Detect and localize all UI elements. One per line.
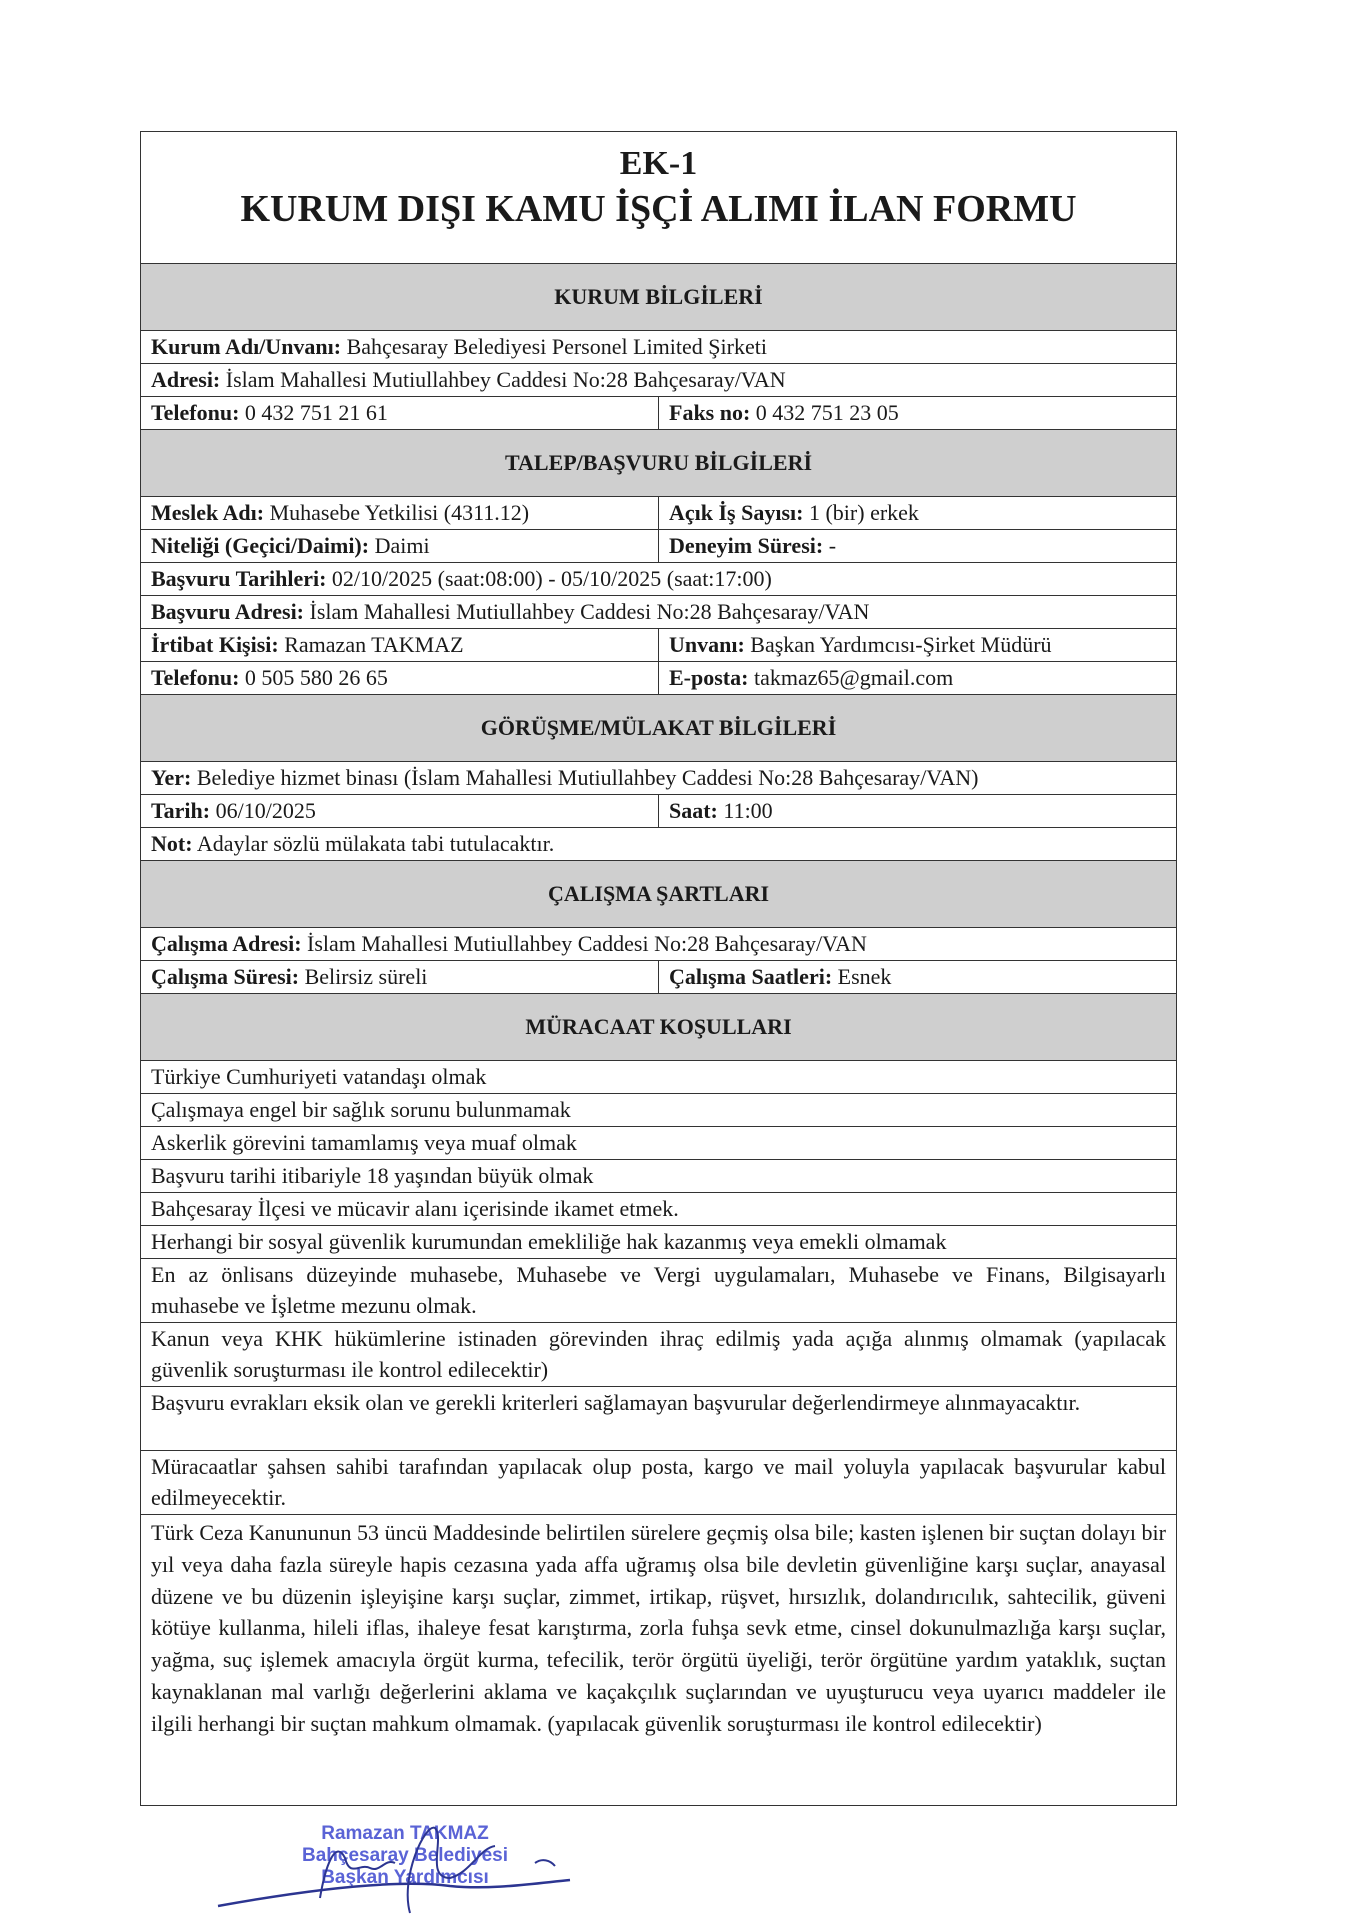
row-yer — [141, 762, 1176, 795]
row-not — [141, 828, 1176, 861]
row-kurum-tel — [141, 397, 1176, 430]
label: Telefonu: — [151, 400, 240, 425]
label: Telefonu: — [151, 665, 240, 690]
label: Açık İş Sayısı: — [669, 500, 804, 525]
row-tarih-saat — [141, 795, 1176, 828]
label: Çalışma Saatleri: — [669, 964, 833, 989]
condition-item: Bahçesaray İlçesi ve mücavir alanı içerisinde ikamet etmek. — [141, 1193, 1176, 1226]
stamp-line: Ramazan TAKMAZ — [321, 1823, 489, 1844]
condition-item: Herhangi bir sosyal güvenlik kurumundan emekliliğe hak kazanmış veya emekli olmamak — [141, 1226, 1176, 1259]
value: İslam Mahallesi Mutiullahbey Caddesi No:28 Bahçesaray/VAN — [309, 599, 870, 624]
row-iletisim — [141, 662, 1176, 695]
handwritten-signature-icon — [210, 1818, 590, 1918]
value: 02/10/2025 (saat:08:00) - 05/10/2025 (saat:17:00) — [331, 566, 772, 591]
value: Ramazan TAKMAZ — [284, 632, 464, 657]
label: Deneyim Süresi: — [669, 533, 824, 558]
label: Çalışma Süresi: — [151, 964, 300, 989]
condition-item: Askerlik görevini tamamlamış veya muaf olmak — [141, 1127, 1176, 1160]
value: Belediye hizmet binası (İslam Mahallesi Mutiullahbey Caddesi No:28 Bahçesaray/VAN) — [196, 765, 979, 790]
value: Adaylar sözlü mülakata tabi tutulacaktır. — [196, 831, 555, 856]
annex-label: EK-1 — [619, 145, 698, 182]
condition-item: Çalışmaya engel bir sağlık sorunu bulunmamak — [141, 1094, 1176, 1127]
condition-item: Başvuru evrakları eksik olan ve gerekli kriterleri sağlamayan başvurular değerlendirmeye alınmayacaktır. — [141, 1387, 1176, 1451]
section-kurum: KURUM BİLGİLERİ — [141, 264, 1176, 331]
section-calisma: ÇALIŞMA ŞARTLARI — [141, 861, 1176, 928]
label: Meslek Adı: — [151, 500, 265, 525]
label: Kurum Adı/Unvanı: — [151, 334, 342, 359]
form-heading: KURUM DIŞI KAMU İŞÇİ ALIMI İLAN FORMU — [240, 188, 1077, 230]
value: İslam Mahallesi Mutiullahbey Caddesi No:28 Bahçesaray/VAN — [307, 931, 867, 956]
label: Tarih: — [151, 798, 211, 823]
label: Faks no: — [669, 400, 751, 425]
section-gorusme: GÖRÜŞME/MÜLAKAT BİLGİLERİ — [141, 695, 1176, 762]
label: Unvanı: — [669, 632, 745, 657]
value: İslam Mahallesi Mutiullahbey Caddesi No:28 Bahçesaray/VAN — [225, 367, 786, 392]
condition-item: Başvuru tarihi itibariyle 18 yaşından büyük olmak — [141, 1160, 1176, 1193]
label: E-posta: — [669, 665, 749, 690]
row-calisma-sure — [141, 961, 1176, 994]
value: 0 505 580 26 65 — [244, 665, 388, 690]
label: Başvuru Adresi: — [151, 599, 305, 624]
stamp-line: Başkan Yardımcısı — [321, 1867, 489, 1888]
value: 0 432 751 21 61 — [244, 400, 388, 425]
stamp-line: Bahçesaray Belediyesi — [302, 1845, 508, 1866]
row-basvuru-adres — [141, 596, 1176, 629]
condition-item: Türk Ceza Kanununun 53 üncü Maddesinde belirtilen sürelere geçmiş olsa bile; kasten işlenen bir suçtan dolayı bir yıl veya daha fazla süreyle hapis cezasına yada affa uğramış olsa bile devletin güvenliğine karşı suçlar, anayasal düzene ve bu düzenin işleyişine karşı suçlar, zimmet, irtikap, rüşvet, hırsızlık, dolandırıcılık, sahtecilik, güveni kötüye kullanma, hileli iflas, ihaleye fesat karıştırma, zorla fuhşa sevk etme, cinsel dokunulmazlığa karşı suçlar, yağma, suç işlemek amacıyla örgüt kurma, tefecilik, terör örgütü üyeliği, terör örgütüne yardım yataklık, suçtan kaynaklanan mal varlığı değerlerini aklama ve kaçakçılık suçlarından ve uyuşturucu veya uyarıcı maddeler ile ilgili herhangi bir suçtan mahkum olmamak. (yapılacak güvenlik soruşturması ile kontrol edilecektir) — [151, 1520, 1166, 1736]
label: Başvuru Tarihleri: — [151, 566, 327, 591]
label: Not: — [151, 831, 193, 856]
row-basvuru-tarih — [141, 563, 1176, 596]
application-form — [140, 131, 1177, 1806]
row-meslek — [141, 497, 1176, 530]
label: Saat: — [669, 798, 718, 823]
label: Çalışma Adresi: — [151, 931, 302, 956]
value: Belirsiz süreli — [304, 964, 428, 989]
condition-item: Türkiye Cumhuriyeti vatandaşı olmak — [141, 1061, 1176, 1094]
value: 0 432 751 23 05 — [755, 400, 899, 425]
signature-stamp — [210, 1818, 590, 1918]
value: - — [828, 533, 837, 558]
row-irtibat — [141, 629, 1176, 662]
email-value: takmaz65@gmail.com — [753, 665, 954, 690]
value: 1 (bir) erkek — [808, 500, 919, 525]
label: İrtibat Kişisi: — [151, 632, 279, 657]
condition-item: Müracaatlar şahsen sahibi tarafından yapılacak olup posta, kargo ve mail yoluyla yapılacak başvurular kabul edilmeyecektir. — [141, 1451, 1176, 1515]
condition-item: En az önlisans düzeyinde muhasebe, Muhasebe ve Vergi uygulamaları, Muhasebe ve Finans, Bilgisayarlı muhasebe ve İşletme mezunu olmak. — [141, 1259, 1176, 1323]
section-talep: TALEP/BAŞVURU BİLGİLERİ — [141, 430, 1176, 497]
value: 06/10/2025 — [215, 798, 316, 823]
value: Muhasebe Yetkilisi (4311.12) — [269, 500, 530, 525]
row-calisma-adres — [141, 928, 1176, 961]
value: 11:00 — [723, 798, 773, 823]
row-kurum-ad — [141, 331, 1176, 364]
condition-item: Kanun veya KHK hükümlerine istinaden görevinden ihraç edilmiş yada açığa alınmış olmamak (yapılacak güvenlik soruşturması ile kontrol edilecektir) — [141, 1323, 1176, 1387]
value: Daimi — [374, 533, 430, 558]
value: Bahçesaray Belediyesi Personel Limited Şirketi — [346, 334, 767, 359]
value: Esnek — [837, 964, 892, 989]
label: Adresi: — [151, 367, 221, 392]
row-nitelik — [141, 530, 1176, 563]
label: Niteliği (Geçici/Daimi): — [151, 533, 370, 558]
section-muracaat: MÜRACAAT KOŞULLARI — [141, 994, 1176, 1061]
form-title — [141, 132, 1176, 264]
value: Başkan Yardımcısı-Şirket Müdürü — [750, 632, 1052, 657]
row-kurum-adres — [141, 364, 1176, 397]
label: Yer: — [151, 765, 192, 790]
